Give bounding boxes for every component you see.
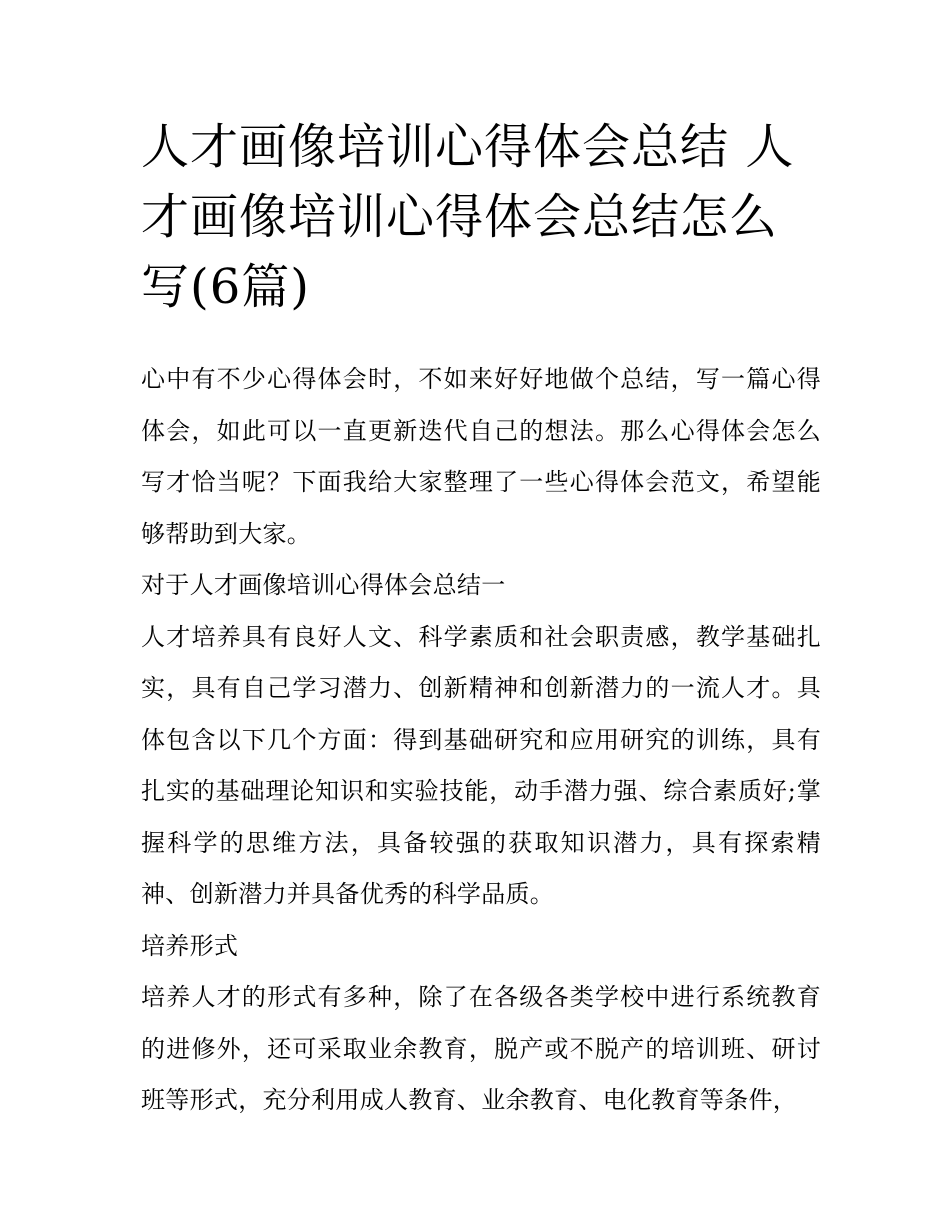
section-heading: 对于人才画像培训心得体会总结一 [141, 571, 506, 599]
document-body [141, 354, 821, 1127]
body-paragraph: 人才培养具有良好人文、科学素质和社会职责感，教学基础扎实，具有自己学习潜力、创新精神和创新潜力的一流人才。具体包含以下几个方面：得到基础研究和应用研究的训练，具有扎实的基础理论知识和实验技能，动手潜力强、综合素质好;掌握科学的思维方法，具备较强的获取知识潜力，具有探索精神、创新潜力并具备优秀的科学品质。 [141, 622, 821, 908]
section-heading: 培养形式 [141, 931, 239, 960]
document-title: 人才画像培训心得体会总结 人才画像培训心得体会总结怎么写(6篇) [141, 119, 795, 315]
intro-paragraph: 心中有不少心得体会时，不如来好好地做个总结，写一篇心得体会，如此可以一直更新迭代自己的想法。那么心得体会怎么写才恰当呢？下面我给大家整理了一些心得体会范文，希望能够帮助到大家。 [141, 365, 821, 548]
body-paragraph: 培养人才的形式有多种，除了在各级各类学校中进行系统教育的进修外，还可采取业余教育，脱产或不脱产的培训班、研讨班等形式，充分利用成人教育、业余教育、电化教育等条件， [141, 983, 821, 1114]
